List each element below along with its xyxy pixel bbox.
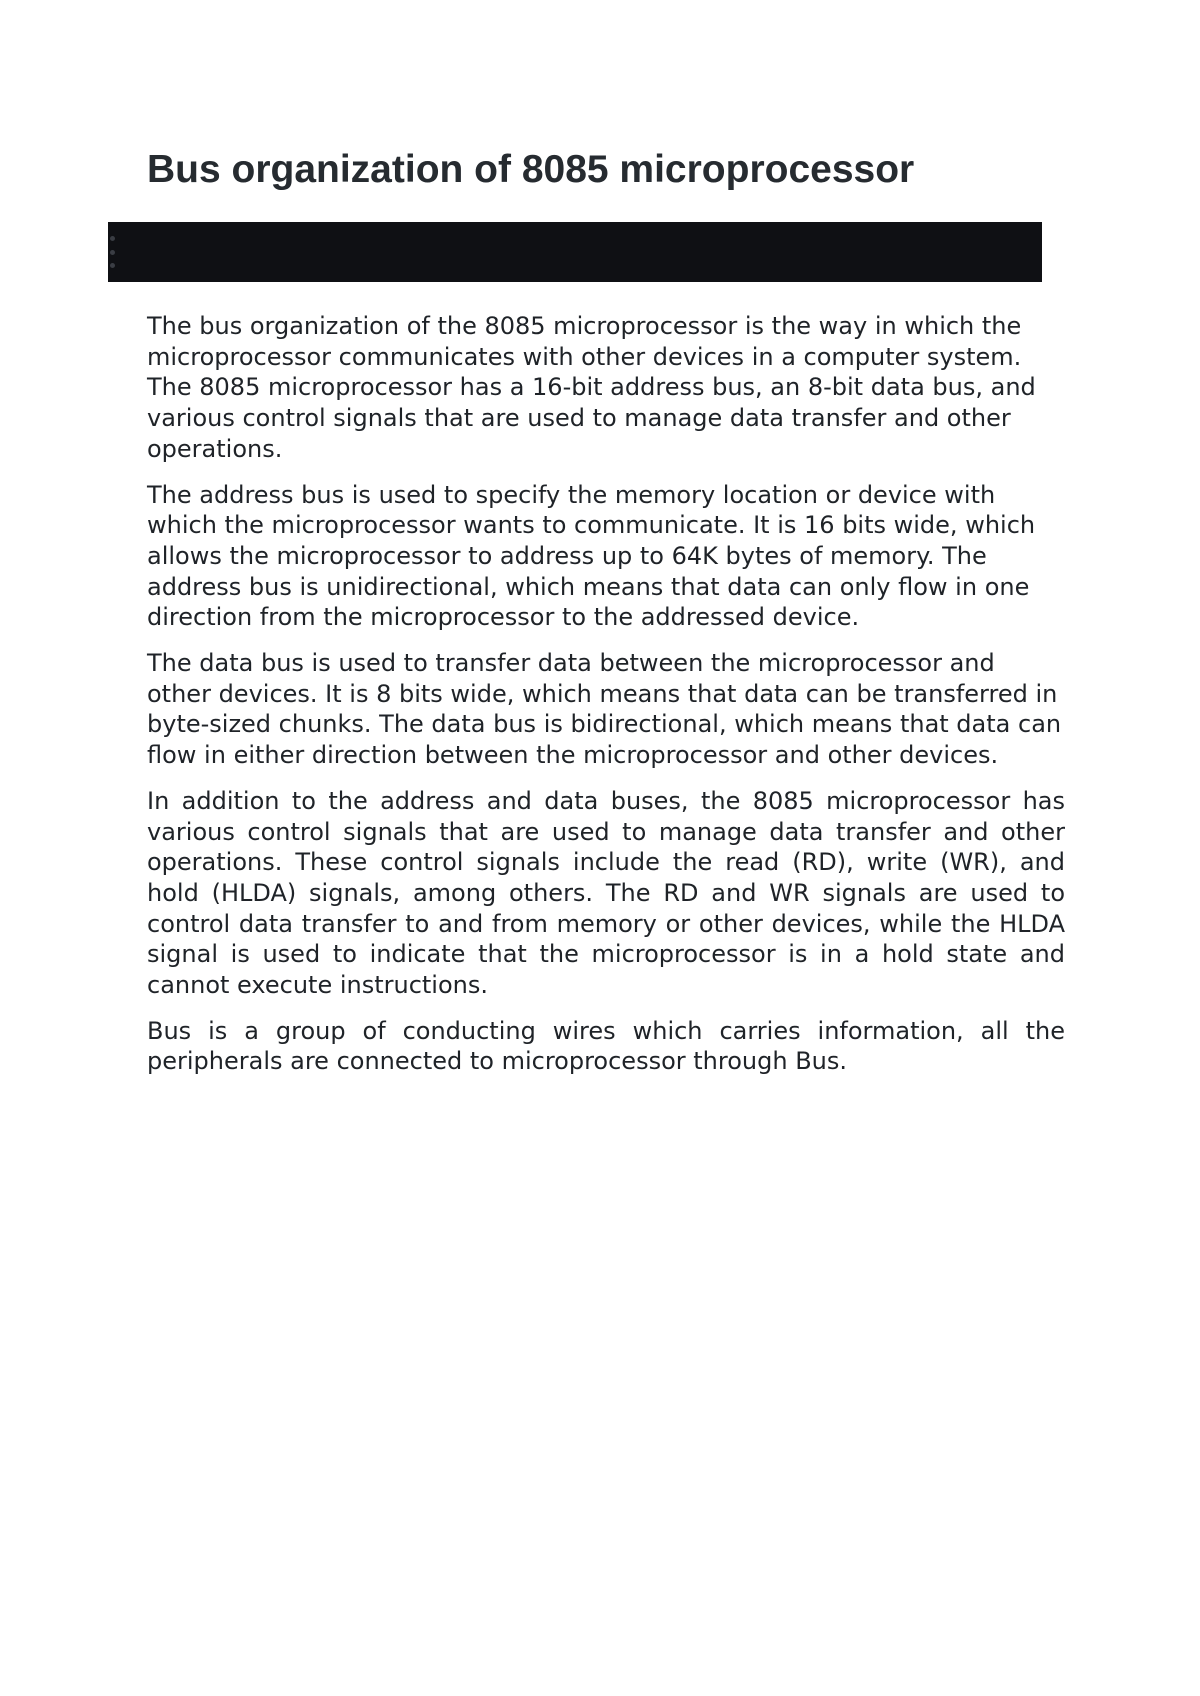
vertical-dots-icon: [110, 236, 116, 268]
article-body: [147, 311, 1065, 1092]
paragraph-data-bus: The data bus is used to transfer data between the microprocessor and other devices. It is 8 bits wide, which means that data can be transferred in byte-sized chunks. The data bus is bidirectional, which means that data can flow in either direction between the microprocessor and other devices.: [147, 649, 1062, 770]
paragraph-bus-organization: The bus organization of the 8085 microprocessor is the way in which the microprocessor communicates with other devices in a computer system. The 8085 microprocessor has a 16-bit address bus, an 8-bit data bus, and various control signals that are used to manage data transfer and other operations.: [147, 312, 1036, 463]
paragraph-address-bus: The address bus is used to specify the memory location or device with which the microprocessor wants to communicate. It is 16 bits wide, which allows the microprocessor to address up to 64K bytes of memory. The address bus is unidirectional, which means that data can only flow in one direction from the microprocessor to the addressed device.: [147, 480, 1036, 632]
dark-banner: [108, 222, 1042, 282]
page-title: Bus organization of 8085 microprocessor: [147, 148, 915, 191]
paragraph-control-signals: In addition to the address and data buses, the 8085 microprocessor has various control signals that are used to manage data transfer and other operations. These control signals include the read (RD), write (WR), and hold (HLDA) signals, among others. The RD and WR signals are used to control data transfer to and from memory or other devices, while the HLDA signal is used to indicate that the microprocessor is in a hold state and cannot execute instructions.: [147, 786, 1065, 1000]
paragraph-bus-definition: Bus is a group of conducting wires which carries information, all the peripherals are connected to microprocessor through Bus.: [147, 1016, 1065, 1076]
